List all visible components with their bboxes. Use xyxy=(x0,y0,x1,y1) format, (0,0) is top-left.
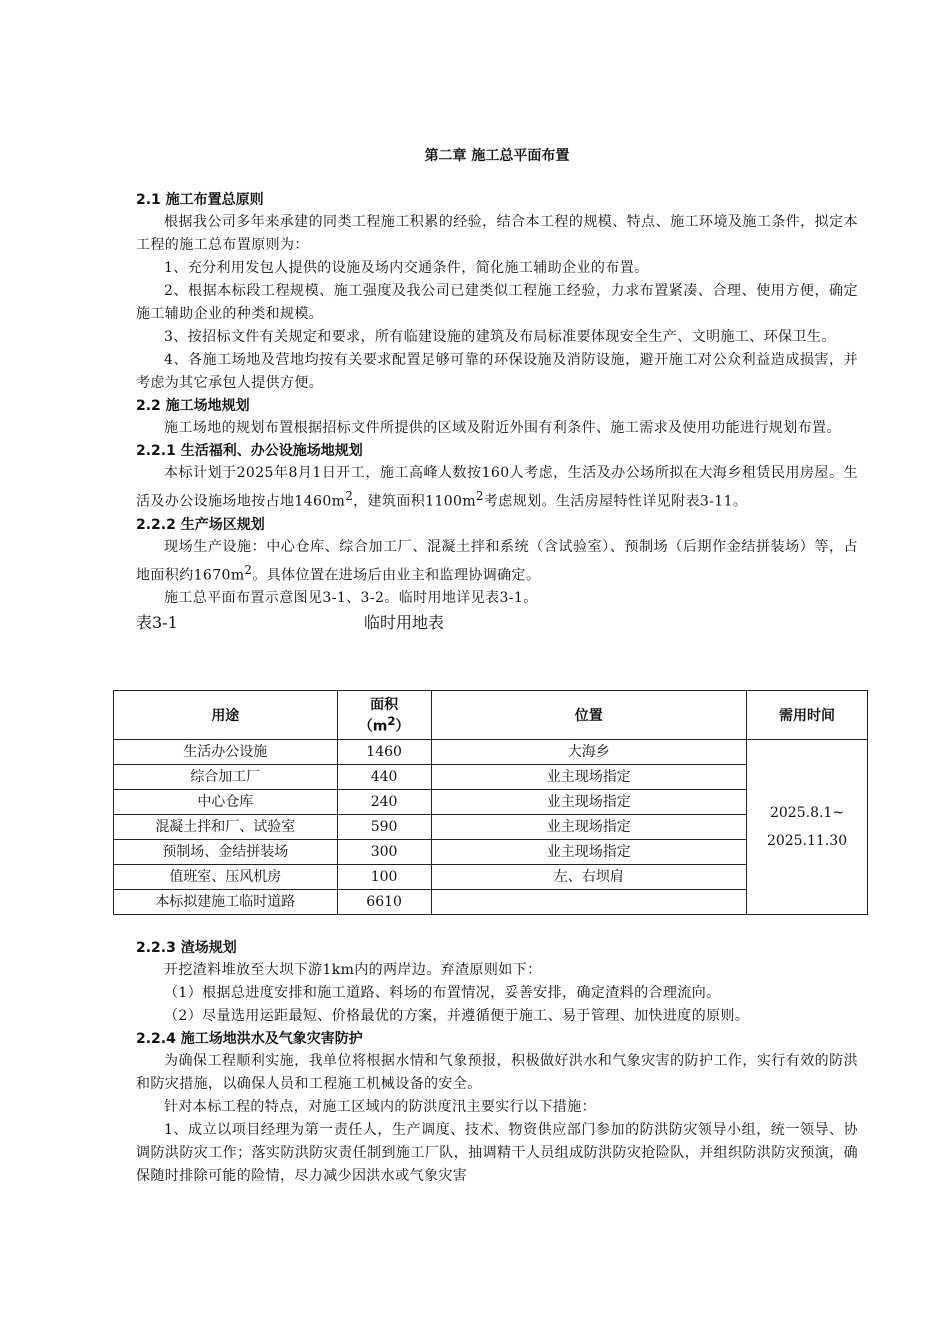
text-run: 本标计划于2025年8月1日开工，施工高峰人数按160人考虑，生活及办公场所拟在大海乡租赁民用房屋。生活及办公设施场地按占地1460m xyxy=(136,465,858,510)
cell-use: 本标拟建施工临时道路 xyxy=(114,890,338,915)
cell-use: 生活办公设施 xyxy=(114,740,338,765)
cell-area: 300 xyxy=(337,840,431,865)
paragraph xyxy=(136,462,858,514)
cell-area: 6610 xyxy=(337,890,431,915)
paragraph: 3、按招标文件有关规定和要求，所有临建设施的建筑及布局标准要体现安全生产、文明施工、环保卫生。 xyxy=(164,329,836,345)
document-page-lower xyxy=(136,937,858,1188)
paragraph: （1）根据总进度安排和施工道路、料场的布置情况，妥善安排，确定渣料的合理流向。 xyxy=(164,985,721,1001)
chapter-title: 第二章 施工总平面布置 xyxy=(424,148,570,164)
cell-use: 混凝土拌和厂、试验室 xyxy=(114,815,338,840)
time-start: 2025.8.1~ xyxy=(769,805,845,821)
superscript: 2 xyxy=(244,562,253,577)
paragraph: 1、成立以项目经理为第一责任人，生产调度、技术、物资供应部门参加的防洪防灾领导小组，统一领导、协调防洪防灾工作；落实防洪防灾责任制到施工厂队，抽调精干人员组成防洪防灾抢险队，并组织防洪防灾预演，确保随时排除可能的险情，尽力减少因洪水或气象灾害 xyxy=(136,1122,858,1184)
cell-use: 综合加工厂 xyxy=(114,765,338,790)
document-page xyxy=(136,143,858,636)
header-time: 需用时间 xyxy=(747,691,868,740)
cell-location: 业主现场指定 xyxy=(431,840,746,865)
paragraph: 4、各施工场地及营地均按有关要求配置足够可靠的环保设施及消防设施，避开施工对公众利益造成损害，并考虑为其它承包人提供方便。 xyxy=(136,352,858,391)
paragraph: 为确保工程顺利实施，我单位将根据水情和气象预报，积极做好洪水和气象灾害的防护工作，实行有效的防洪和防灾措施，以确保人员和工程施工机械设备的安全。 xyxy=(136,1053,858,1092)
header-area xyxy=(337,691,431,740)
paragraph: 1、充分利用发包人提供的设施及场内交通条件，简化施工辅助企业的布置。 xyxy=(164,260,649,276)
section-heading-2-2-3: 2.2.3 渣场规划 xyxy=(136,940,237,956)
paragraph: 施工总平面布置示意图见3-1、3-2。临时用地详见表3-1。 xyxy=(164,590,538,607)
paragraph: （2）尽量选用运距最短、价格最优的方案，并遵循便于施工、易于管理、加快进度的原则。 xyxy=(164,1008,750,1024)
cell-use: 预制场、金结拼装场 xyxy=(114,840,338,865)
superscript: 2 xyxy=(476,489,484,503)
section-heading-2-2-2: 2.2.2 生产场区规划 xyxy=(136,516,265,533)
section-heading-2-1: 2.1 施工布置总原则 xyxy=(136,192,264,208)
cell-location: 大海乡 xyxy=(431,740,746,765)
header-area-unit: （m xyxy=(358,718,388,735)
superscript: 2 xyxy=(387,714,396,729)
text-run: 现场生产设施：中心仓库、综合加工厂、混凝土拌和系统（含试验室）、预制场（后期作金结拼装场）等，占地面积约1670m xyxy=(136,538,858,584)
text-run: 。具体位置在进场后由业主和监理协调确定。 xyxy=(252,567,541,584)
table-row xyxy=(114,740,868,765)
section-heading-2-2-4: 2.2.4 施工场地洪水及气象灾害防护 xyxy=(136,1031,363,1047)
time-end: 2025.11.30 xyxy=(766,833,848,849)
cell-area: 590 xyxy=(337,815,431,840)
cell-location: 业主现场指定 xyxy=(431,765,746,790)
text-run: 考虑规划。生活房屋特性详见附表3-11。 xyxy=(483,493,748,510)
table-number: 表3-1 xyxy=(136,613,178,633)
cell-area: 100 xyxy=(337,865,431,890)
paragraph: 针对本标工程的特点，对施工区域内的防洪度汛主要实行以下措施： xyxy=(164,1099,596,1115)
cell-area: 1460 xyxy=(337,740,431,765)
table-header-row xyxy=(114,691,868,740)
table-caption xyxy=(136,610,858,636)
superscript: 2 xyxy=(345,489,354,503)
cell-use: 中心仓库 xyxy=(114,790,338,815)
header-location: 位置 xyxy=(431,691,746,740)
header-use: 用途 xyxy=(114,691,338,740)
paragraph xyxy=(136,536,858,588)
cell-location xyxy=(431,890,746,915)
paragraph: 2、根据本标段工程规模、施工强度及我公司已建类似工程施工经验，力求布置紧凑、合理、使用方便，确定施工辅助企业的种类和规模。 xyxy=(136,283,858,322)
cell-area: 440 xyxy=(337,765,431,790)
header-area-label: 面积 xyxy=(370,697,399,714)
temporary-land-table xyxy=(113,690,868,915)
cell-location: 左、右坝肩 xyxy=(431,865,746,890)
paragraph: 开挖渣料堆放至大坝下游1km内的两岸边。弃渣原则如下： xyxy=(164,962,542,978)
cell-area: 240 xyxy=(337,790,431,815)
table-name: 临时用地表 xyxy=(364,613,445,633)
cell-use: 值班室、压风机房 xyxy=(114,865,338,890)
cell-location: 业主现场指定 xyxy=(431,815,746,840)
text-run: ，建筑面积1100m xyxy=(353,493,477,510)
section-heading-2-2-1: 2.2.1 生活福利、办公设施场地规划 xyxy=(136,443,363,459)
paragraph: 根据我公司多年来承建的同类工程施工积累的经验，结合本工程的规模、特点、施工环境及施工条件，拟定本工程的施工总布置原则为： xyxy=(136,214,858,253)
paragraph: 施工场地的规划布置根据招标文件所提供的区域及附近外围有利条件、施工需求及使用功能进行规划布置。 xyxy=(164,420,841,436)
cell-location: 业主现场指定 xyxy=(431,790,746,815)
cell-time xyxy=(747,740,868,915)
header-area-unit-close: ） xyxy=(395,718,410,735)
section-heading-2-2: 2.2 施工场地规划 xyxy=(136,398,250,414)
